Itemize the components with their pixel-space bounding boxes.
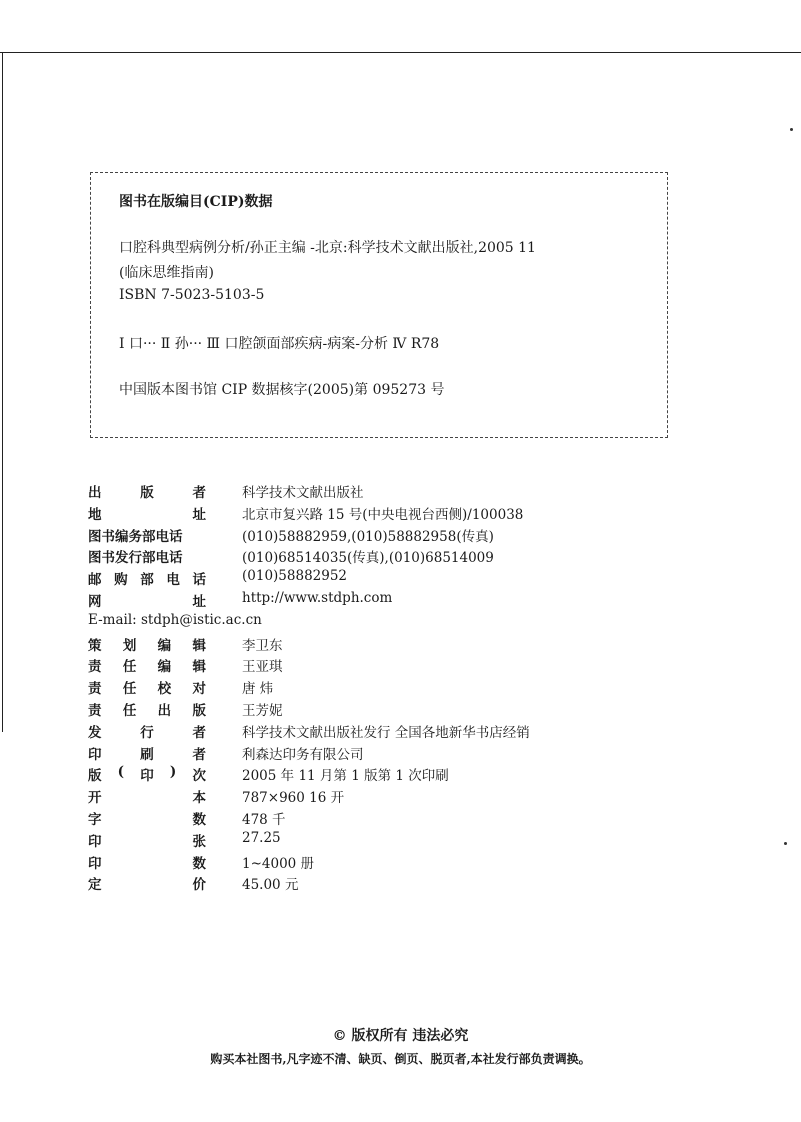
info-label: 定 价 [88,877,206,894]
info-row [88,590,688,612]
cip-bibliographic-line: 口腔科典型病例分析/孙正主编 -北京:科学技术文献出版社,2005 11 [119,240,536,256]
info-row [88,699,688,721]
cip-series: (临床思维指南) [119,265,214,281]
info-label: 图书编务部电话 [88,528,183,545]
info-value: 2005 年 11 月第 1 版第 1 次印刷 [242,768,449,785]
copyright-line: © 版权所有 违法必究 [332,1028,469,1044]
info-row [88,546,688,568]
cip-record-number: 中国版本图书馆 CIP 数据核字(2005)第 095273 号 [119,382,445,398]
speck [784,842,787,845]
info-value: 王亚琪 [242,659,283,676]
info-label: 版 ( 印 ) 次 [88,764,206,785]
info-label: 开 本 [88,790,206,807]
info-label: 印 数 [88,855,206,872]
info-email: E-mail: stdph@istic.ac.cn [88,611,262,628]
info-label: 印 张 [88,833,206,850]
info-label: 策 划 编 辑 [88,637,206,654]
info-value: 科学技术文献出版社发行 全国各地新华书店经销 [242,724,530,741]
info-value: (010)58882952 [242,568,348,585]
info-row [88,808,688,830]
info-row [88,721,688,743]
info-row [88,503,688,525]
info-label: 网 址 [88,593,206,610]
cip-title: 图书在版编目(CIP)数据 [119,194,273,210]
info-value: 27.25 [242,829,281,846]
info-row [88,612,688,634]
info-label: 发 行 者 [88,724,206,741]
info-row [88,743,688,765]
info-label: 邮 购 部 电 话 [88,572,206,589]
info-row [88,677,688,699]
info-value: 787×960 16 开 [242,790,345,807]
info-value: (010)68514035(传真),(010)68514009 [242,550,494,567]
cip-data-box [90,172,668,438]
publication-info-list [88,481,688,895]
info-value: 利森达印务有限公司 [242,746,364,763]
info-label: 地 址 [88,506,206,523]
info-row [88,786,688,808]
left-border-line [2,52,3,732]
info-row [88,568,688,590]
info-value: 王芳妮 [242,702,283,719]
info-value: 北京市复兴路 15 号(中央电视台西侧)/100038 [242,506,524,523]
info-value: 科学技术文献出版社 [242,485,364,501]
replacement-notice: 购买本社图书,凡字迹不清、缺页、倒页、脱页者,本社发行部负责调换。 [210,1052,591,1066]
info-label: 责 任 编 辑 [88,659,206,676]
info-row [88,873,688,895]
info-label: 字 数 [88,811,206,828]
info-row [88,481,688,503]
cip-classification: Ⅰ 口··· Ⅱ 孙··· Ⅲ 口腔颌面部疾病-病案-分析 Ⅳ R78 [119,336,440,352]
info-value: 李卫东 [242,637,283,654]
info-label: 图书发行部电话 [88,550,183,567]
info-row [88,634,688,656]
info-value: (010)58882959,(010)58882958(传真) [242,528,494,545]
info-value: http://www.stdph.com [242,589,393,606]
info-row [88,655,688,677]
info-row [88,852,688,874]
info-label: 印 刷 者 [88,746,206,763]
info-label: 出 版 者 [88,485,206,501]
info-value: 唐 炜 [242,681,274,698]
top-border-line [0,52,801,53]
speck [790,128,793,131]
cip-isbn: ISBN 7-5023-5103-5 [119,287,265,303]
info-value: 45.00 元 [242,877,299,894]
info-label: 责 任 出 版 [88,702,206,719]
info-label: 责 任 校 对 [88,681,206,698]
info-value: 478 千 [242,811,286,828]
info-row [88,830,688,852]
info-row [88,525,688,547]
info-value: 1~4000 册 [242,855,315,872]
info-row [88,764,688,786]
